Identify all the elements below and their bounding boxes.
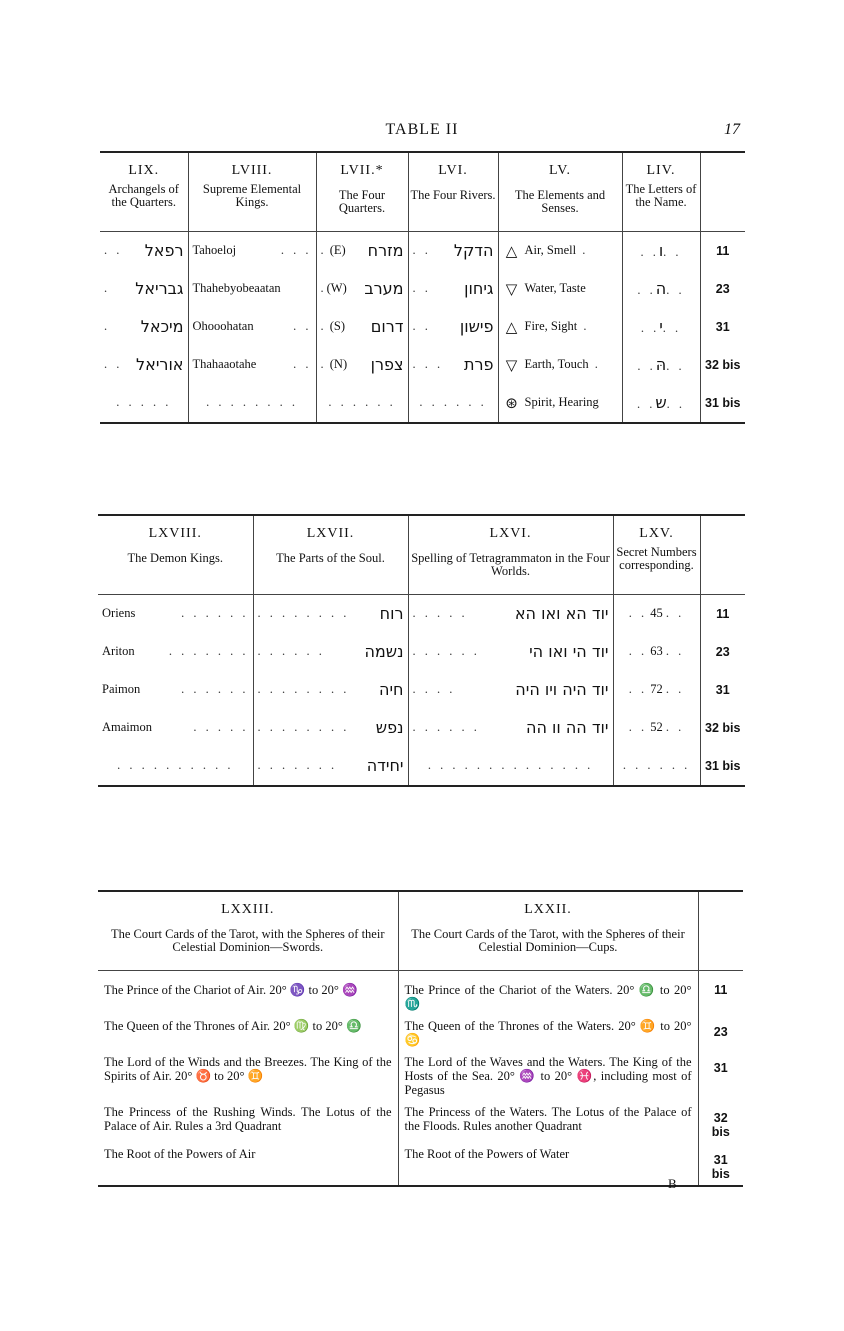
header-col-4: LVI. The Four Rivers.: [408, 152, 498, 231]
air-symbol-icon: △: [505, 241, 518, 260]
page-number: 17: [724, 121, 740, 138]
table-row: . . רפאל Tahoeloj . . . . (E) מזרח . . הדקל △ Air, Smell . . .ו. . 11: [100, 231, 745, 270]
signature-mark: B: [668, 1176, 677, 1191]
header-col-key: [698, 891, 743, 970]
water-symbol-icon: ▽: [505, 279, 518, 298]
header-col-2: LVIII. Supreme Elemental Kings.: [188, 152, 316, 231]
table-row: . . . . . . . . . . . . . . . . . יחידה . . . . . . . . . . . . . . . . . . . . 31 bis: [98, 747, 745, 786]
table-row: Amaimon . . . . . . . . . . . . . נפש . . . . . . יוד הה וו הה . . 52 . . 32 bis: [98, 709, 745, 747]
table-row: The Root of the Powers of Air The Root of the Powers of Water 31 bis: [98, 1143, 743, 1186]
header-col-3: LXVI. Spelling of Tetragrammaton in the Four Worlds.: [408, 515, 613, 594]
table-row: The Prince of the Chariot of Air. 20° ♑ to 20° ♒ The Prince of the Chariot of the Waters. 20° ♎ to 20° ♏ 11: [98, 970, 743, 1015]
table-row: The Queen of the Thrones of Air. 20° ♍ to 20° ♎ The Queen of the Thrones of the Waters. 20° ♊ to 20° ♋ 23: [98, 1015, 743, 1051]
header-col-4: LXV. Secret Numbers corresponding.: [613, 515, 700, 594]
header-col-5: LV. The Elements and Senses.: [498, 152, 622, 231]
header-col-key: [700, 152, 745, 231]
table-row: . . אוריאל Thahaaotahe . . . (N) צפרן . . . פרת ▽ Earth, Touch . . .הּ. . 32 bis: [100, 346, 745, 384]
spirit-symbol-icon: ⊛: [505, 393, 518, 412]
table-demons: [98, 514, 745, 787]
header-col-2: LXVII. The Parts of the Soul.: [253, 515, 408, 594]
table-row: The Lord of the Winds and the Breezes. The King of the Spirits of Air. 20° ♉ to 20° ♊ The Lord of the Waves and the Waters. The King of the Hosts of the Sea. 20° ♒ to 20° ♓, including most of Pegasus 31: [98, 1051, 743, 1101]
earth-symbol-icon: ▽: [505, 355, 518, 374]
fire-symbol-icon: △: [505, 317, 518, 336]
header-col-3: LVII.* The Four Quarters.: [316, 152, 408, 231]
table-row: Ariton . . . . . . . . . . . . . נשמה . . . . . . יוד הי ואו הי . . 63 . . 23: [98, 633, 745, 671]
header-col-1: LXVIII. The Demon Kings.: [98, 515, 253, 594]
table-row: . . . . . . . . . . . . . . . . . . . . . . . . . ⊛ Spirit, Hearing . .ש. . 31 bis: [100, 384, 745, 423]
header-col-1: LIX. Archangels of the Quarters.: [100, 152, 188, 231]
table-row: . גבריאל Thahebyobeaatan .(W) מערב . . גיחון ▽ Water, Taste . .ה. . 23: [100, 270, 745, 308]
table-elements: [100, 151, 745, 424]
header-col-2: LXXII. The Court Cards of the Tarot, with the Spheres of their Celestial Dominion—Cups.: [398, 891, 698, 970]
header-col-key: [700, 515, 745, 594]
table-row: Oriens . . . . . . . . . . . . . . רוח . . . . . יוד הא ואו הא . . 45 . . 11: [98, 594, 745, 633]
page-title: TABLE II: [385, 121, 459, 138]
table-row: . מיכאל Ohooohatan . . . (S) דרום . . פישון △ Fire, Sight . . .י. . 31: [100, 308, 745, 346]
table-row: Paimon . . . . . . . . . . . . . . חיה . . . . יוד היה ויו היה . . 72 . . 31: [98, 671, 745, 709]
header-col-1: LXXIII. The Court Cards of the Tarot, with the Spheres of their Celestial Dominion—Swords.: [98, 891, 398, 970]
table-row: The Princess of the Rushing Winds. The Lotus of the Palace of Air. Rules a 3rd Quadrant The Princess of the Waters. The Lotus of the Palace of the Floods. Rules another Quadrant 32 bis: [98, 1101, 743, 1143]
table-tarot: [98, 890, 743, 1187]
header-col-6: LIV. The Letters of the Name.: [622, 152, 700, 231]
